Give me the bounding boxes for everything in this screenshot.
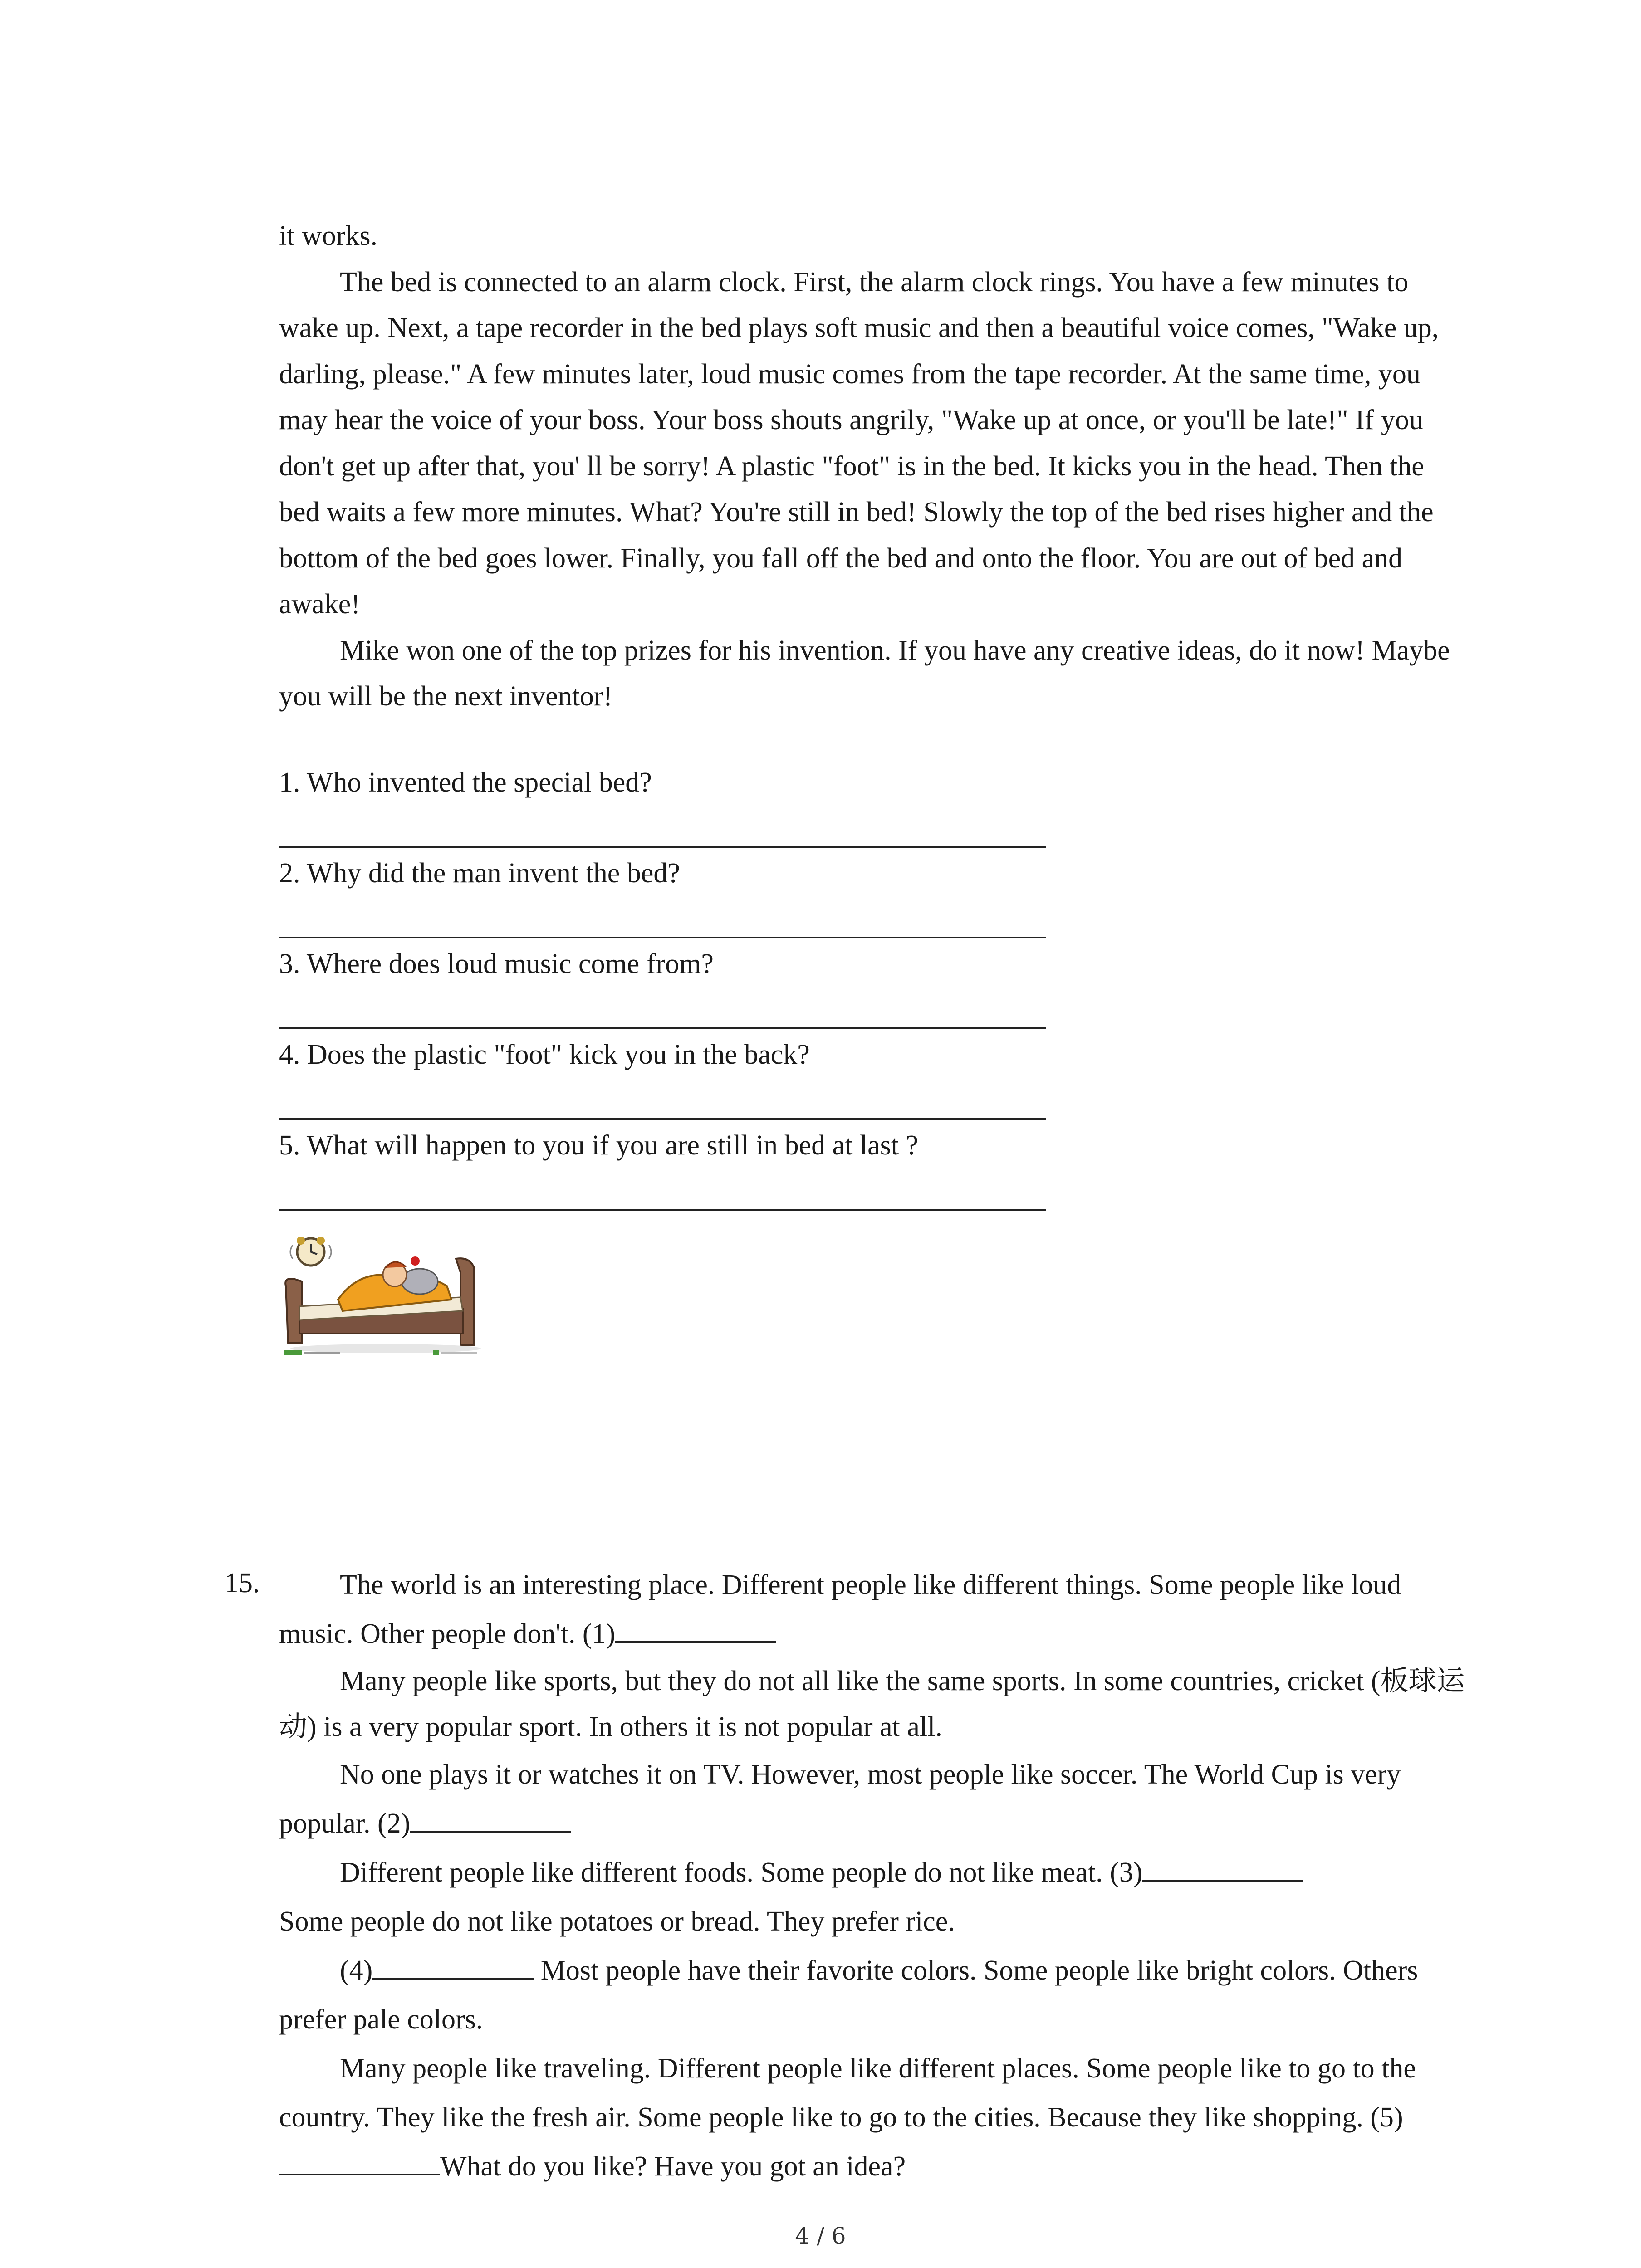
question-number-15: 15.	[225, 1568, 260, 1598]
cloze-paragraph-2: Many people like sports, but they do not all like the same sports. In some countries, cricket (板球运动) is a very popular sport. In others it is not popular at all.	[279, 1666, 1465, 1742]
blank-2[interactable]	[410, 1804, 571, 1833]
answer-line-4[interactable]	[279, 1118, 1046, 1120]
alarm-clock-icon	[290, 1237, 331, 1266]
blank-4[interactable]	[372, 1950, 534, 1980]
passage-intro-line: it works.	[279, 220, 377, 251]
question-1: 1. Who invented the special bed?	[279, 767, 652, 798]
answer-line-3[interactable]	[279, 1027, 1046, 1029]
cloze-paragraph-6	[279, 2044, 1468, 2191]
cloze-paragraph-5	[279, 1946, 1468, 2044]
reading-passage	[279, 213, 1468, 720]
cloze-paragraph-6-text: Many people like traveling. Different people like different places. Some people like to go to the country. They like the fresh air. Some people like to go to the cities. Because they like shopping. (5)	[279, 2053, 1416, 2133]
question-4: 4. Does the plastic "foot" kick you in the back?	[279, 1039, 810, 1070]
passage-paragraph-1: The bed is connected to an alarm clock. First, the alarm clock rings. You have a few minutes to wake up. Next, a tape recorder in the bed plays soft music and then a beautiful voice comes, "Wake up, darling, please." A few minutes later, loud music comes from the tape recorder. At the same time, you may hear the voice of your boss. Your boss shouts angrily, "Wake up at once, or you'll be late!" If you don't get up after that, you' ll be sorry! A plastic "foot" is in the bed. It kicks you in the head. Then the bed waits a few more minutes. What? You're still in bed! Slowly the top of the bed rises higher and the bottom of the bed goes lower. Finally, you fall off the bed and onto the floor. You are out of bed and awake!	[279, 266, 1439, 620]
question-2: 2. Why did the man invent the bed?	[279, 858, 680, 889]
passage-paragraph-2: Mike won one of the top prizes for his invention. If you have any creative ideas, do it now! Maybe you will be the next inventor!	[279, 635, 1450, 712]
cloze-paragraph-5-label: (4)	[340, 1955, 373, 1986]
cloze-passage	[279, 1560, 1468, 2191]
cloze-paragraph-4-continuation: Some people do not like potatoes or bread. They prefer rice.	[279, 1906, 955, 1937]
question-3: 3. Where does loud music come from?	[279, 948, 714, 979]
blank-1[interactable]	[615, 1614, 776, 1643]
cloze-paragraph-1-text: The world is an interesting place. Different people like different things. Some people like loud music. Other people don't. (1)	[279, 1569, 1401, 1649]
bed-with-alarm-clock-illustration	[279, 1232, 488, 1359]
blank-3[interactable]	[1142, 1853, 1303, 1882]
answer-line-2[interactable]	[279, 937, 1046, 938]
blank-5[interactable]	[279, 2146, 440, 2175]
cloze-paragraph-4	[279, 1848, 1468, 1946]
page-number: 4 / 6	[795, 2223, 846, 2249]
cloze-paragraph-6-question: What do you like? Have you got an idea?	[440, 2151, 906, 2182]
answer-line-1[interactable]	[279, 846, 1046, 848]
cloze-paragraph-1	[279, 1560, 1468, 1658]
answer-line-5[interactable]	[279, 1209, 1046, 1211]
cloze-paragraph-5-text: Most people have their favorite colors. Some people like bright colors. Others prefer pale colors.	[279, 1955, 1418, 2035]
question-5: 5. What will happen to you if you are still in bed at last ?	[279, 1130, 919, 1161]
cloze-paragraph-3-text: No one plays it or watches it on TV. However, most people like soccer. The World Cup is very popular. (2)	[279, 1759, 1401, 1839]
cloze-paragraph-4-text: Different people like different foods. Some people do not like meat. (3)	[340, 1857, 1143, 1888]
cloze-paragraph-3	[279, 1750, 1468, 1848]
